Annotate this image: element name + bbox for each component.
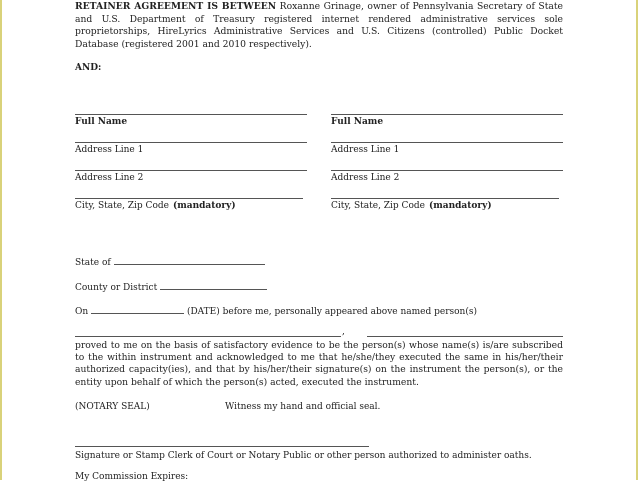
agreement-text: Roxanne Grinage, owner of Pennsylvania Secretary of State and U.S. Department of Treasury registered internet rendered administrative services sole proprietorships, HireLyrics Administrative Services and U.S. Citizens (controlled) Public Docket Database (registered 2001 and 2010 respectively).	[75, 1, 563, 50]
county-label: County or District	[75, 283, 158, 293]
address2-label: Address Line 2	[75, 173, 144, 183]
document-body	[75, 0, 563, 51]
and-label: AND:	[75, 63, 102, 73]
city-label	[331, 201, 563, 211]
mandatory-note: (mandatory)	[428, 201, 492, 211]
full-name-line[interactable]	[75, 114, 307, 115]
commission-label: My Commission Expires:	[75, 472, 189, 482]
address1-line[interactable]	[331, 142, 563, 143]
full-name-label: Full Name	[331, 117, 384, 127]
state-field[interactable]	[114, 255, 265, 265]
address1-line[interactable]	[75, 142, 307, 143]
address2-label: Address Line 2	[331, 173, 400, 183]
state-of-label: State of	[75, 258, 111, 268]
signature-caption: Signature or Stamp Clerk of Court or Notary Public or other person authorized to administer oaths.	[75, 451, 532, 461]
agreement-intro	[75, 1, 563, 51]
address1-label: Address Line 1	[75, 145, 144, 155]
names-line-right[interactable]	[367, 336, 563, 337]
date-field[interactable]	[91, 304, 184, 314]
full-name-label: Full Name	[75, 117, 128, 127]
agreement-lead: RETAINER AGREEMENT IS BETWEEN	[75, 1, 277, 12]
proved-paragraph: proved to me on the basis of satisfactory evidence to be the person(s) whose name(s) is/are subscribed to the within instrument and acknowledged to me that he/she/they executed the same in his/her/their authorized capacity(ies), and that by his/her/their signature(s) on the instrument the person(s), or the entity upon behalf of which the person(s) acted, executed the instrument.	[75, 340, 563, 388]
county-field[interactable]	[160, 280, 267, 290]
city-label	[75, 201, 307, 211]
party-right	[331, 114, 563, 211]
party-left	[75, 114, 307, 211]
county-row	[75, 280, 267, 293]
city-label-text: City, State, Zip Code	[75, 201, 169, 211]
mandatory-note: (mandatory)	[172, 201, 236, 211]
state-of-row	[75, 255, 265, 268]
on-label: On	[75, 307, 89, 317]
signature-line[interactable]	[75, 446, 369, 447]
names-line-left[interactable]	[75, 336, 341, 337]
address2-line[interactable]	[331, 170, 563, 171]
names-line-comma: ,	[342, 327, 345, 337]
city-line[interactable]	[331, 198, 559, 199]
address2-line[interactable]	[75, 170, 307, 171]
city-line[interactable]	[75, 198, 303, 199]
witness-label: Witness my hand and official seal.	[225, 402, 381, 412]
city-label-text: City, State, Zip Code	[331, 201, 425, 211]
date-clause: (DATE) before me, personally appeared above named person(s)	[186, 307, 477, 317]
date-row	[75, 304, 477, 317]
seal-label: (NOTARY SEAL)	[75, 402, 150, 412]
address1-label: Address Line 1	[331, 145, 400, 155]
full-name-line[interactable]	[331, 114, 563, 115]
